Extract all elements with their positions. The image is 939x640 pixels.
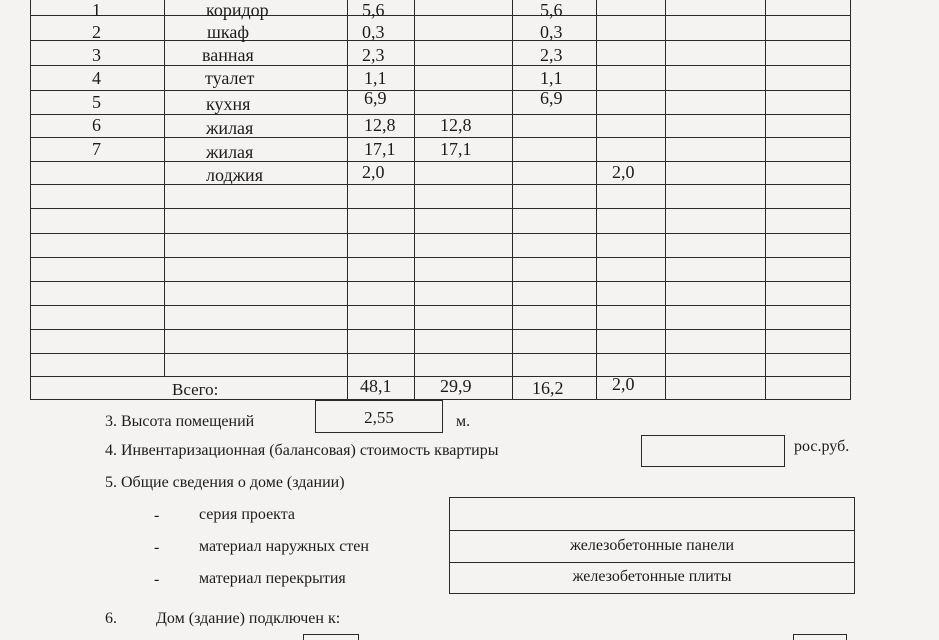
room-name: шкаф <box>207 22 249 42</box>
height-unit: м. <box>456 413 471 430</box>
connected-box-left <box>303 634 359 640</box>
house-info-label: 5. Общие сведения о доме (здании) <box>105 474 345 491</box>
wall-material-label: материал наружных стен <box>199 538 369 555</box>
height-label: 3. Высота помещений <box>105 413 255 430</box>
room-number: 1 <box>92 0 101 20</box>
dash-marker: - <box>154 571 160 588</box>
connected-label: Дом (здание) подключен к: <box>156 610 341 627</box>
dash-marker: - <box>154 539 160 556</box>
room-living-area: 17,1 <box>440 139 472 159</box>
totals-living-area: 29,9 <box>440 376 472 396</box>
dash-marker: - <box>154 507 160 524</box>
totals-loggia-area: 2,0 <box>612 374 635 394</box>
connected-number: 6. <box>105 610 117 627</box>
project-series-label: серия проекта <box>199 506 296 523</box>
height-value: 2,55 <box>364 408 394 427</box>
room-total-area: 2,3 <box>362 45 385 65</box>
floor-material-label: материал перекрытия <box>199 570 346 587</box>
room-aux-area: 5,6 <box>540 0 563 20</box>
connected-box-right <box>793 634 847 640</box>
room-number: 3 <box>92 45 101 65</box>
room-aux-area: 0,3 <box>540 22 563 42</box>
room-aux-area: 2,3 <box>540 45 563 65</box>
room-name: жилая <box>206 118 254 138</box>
room-living-area: 12,8 <box>440 115 472 135</box>
room-number: 7 <box>92 139 101 159</box>
room-total-area: 17,1 <box>364 139 396 159</box>
room-aux-area: 6,9 <box>540 88 563 108</box>
room-name: жилая <box>206 142 254 162</box>
room-total-area: 12,8 <box>364 115 396 135</box>
room-total-area: 6,9 <box>364 88 387 108</box>
room-number: 5 <box>92 92 101 112</box>
room-name: ванная <box>202 45 254 65</box>
totals-aux-area: 16,2 <box>532 378 564 398</box>
room-loggia-area: 2,0 <box>612 162 635 182</box>
cost-unit: рос.руб. <box>794 438 850 455</box>
room-total-area: 2,0 <box>362 162 385 182</box>
room-name: кухня <box>206 94 251 114</box>
room-number: 4 <box>92 68 101 88</box>
room-total-area: 5,6 <box>362 0 385 20</box>
floor-material-value: железобетонные плиты <box>572 568 732 585</box>
wall-material-value: железобетонные панели <box>569 537 735 554</box>
room-name: коридор <box>206 0 269 20</box>
cost-label: 4. Инвентаризационная (балансовая) стоимость квартиры <box>105 442 499 459</box>
room-number: 6 <box>92 115 101 135</box>
room-name: туалет <box>205 68 255 88</box>
room-total-area: 0,3 <box>362 22 385 42</box>
cost-field <box>641 435 785 467</box>
room-total-area: 1,1 <box>364 68 387 88</box>
room-number: 2 <box>92 22 101 42</box>
totals-label: Всего: <box>172 380 219 399</box>
height-field <box>315 400 443 433</box>
room-name: лоджия <box>206 165 263 185</box>
room-aux-area: 1,1 <box>540 68 563 88</box>
totals-total-area: 48,1 <box>360 376 392 396</box>
